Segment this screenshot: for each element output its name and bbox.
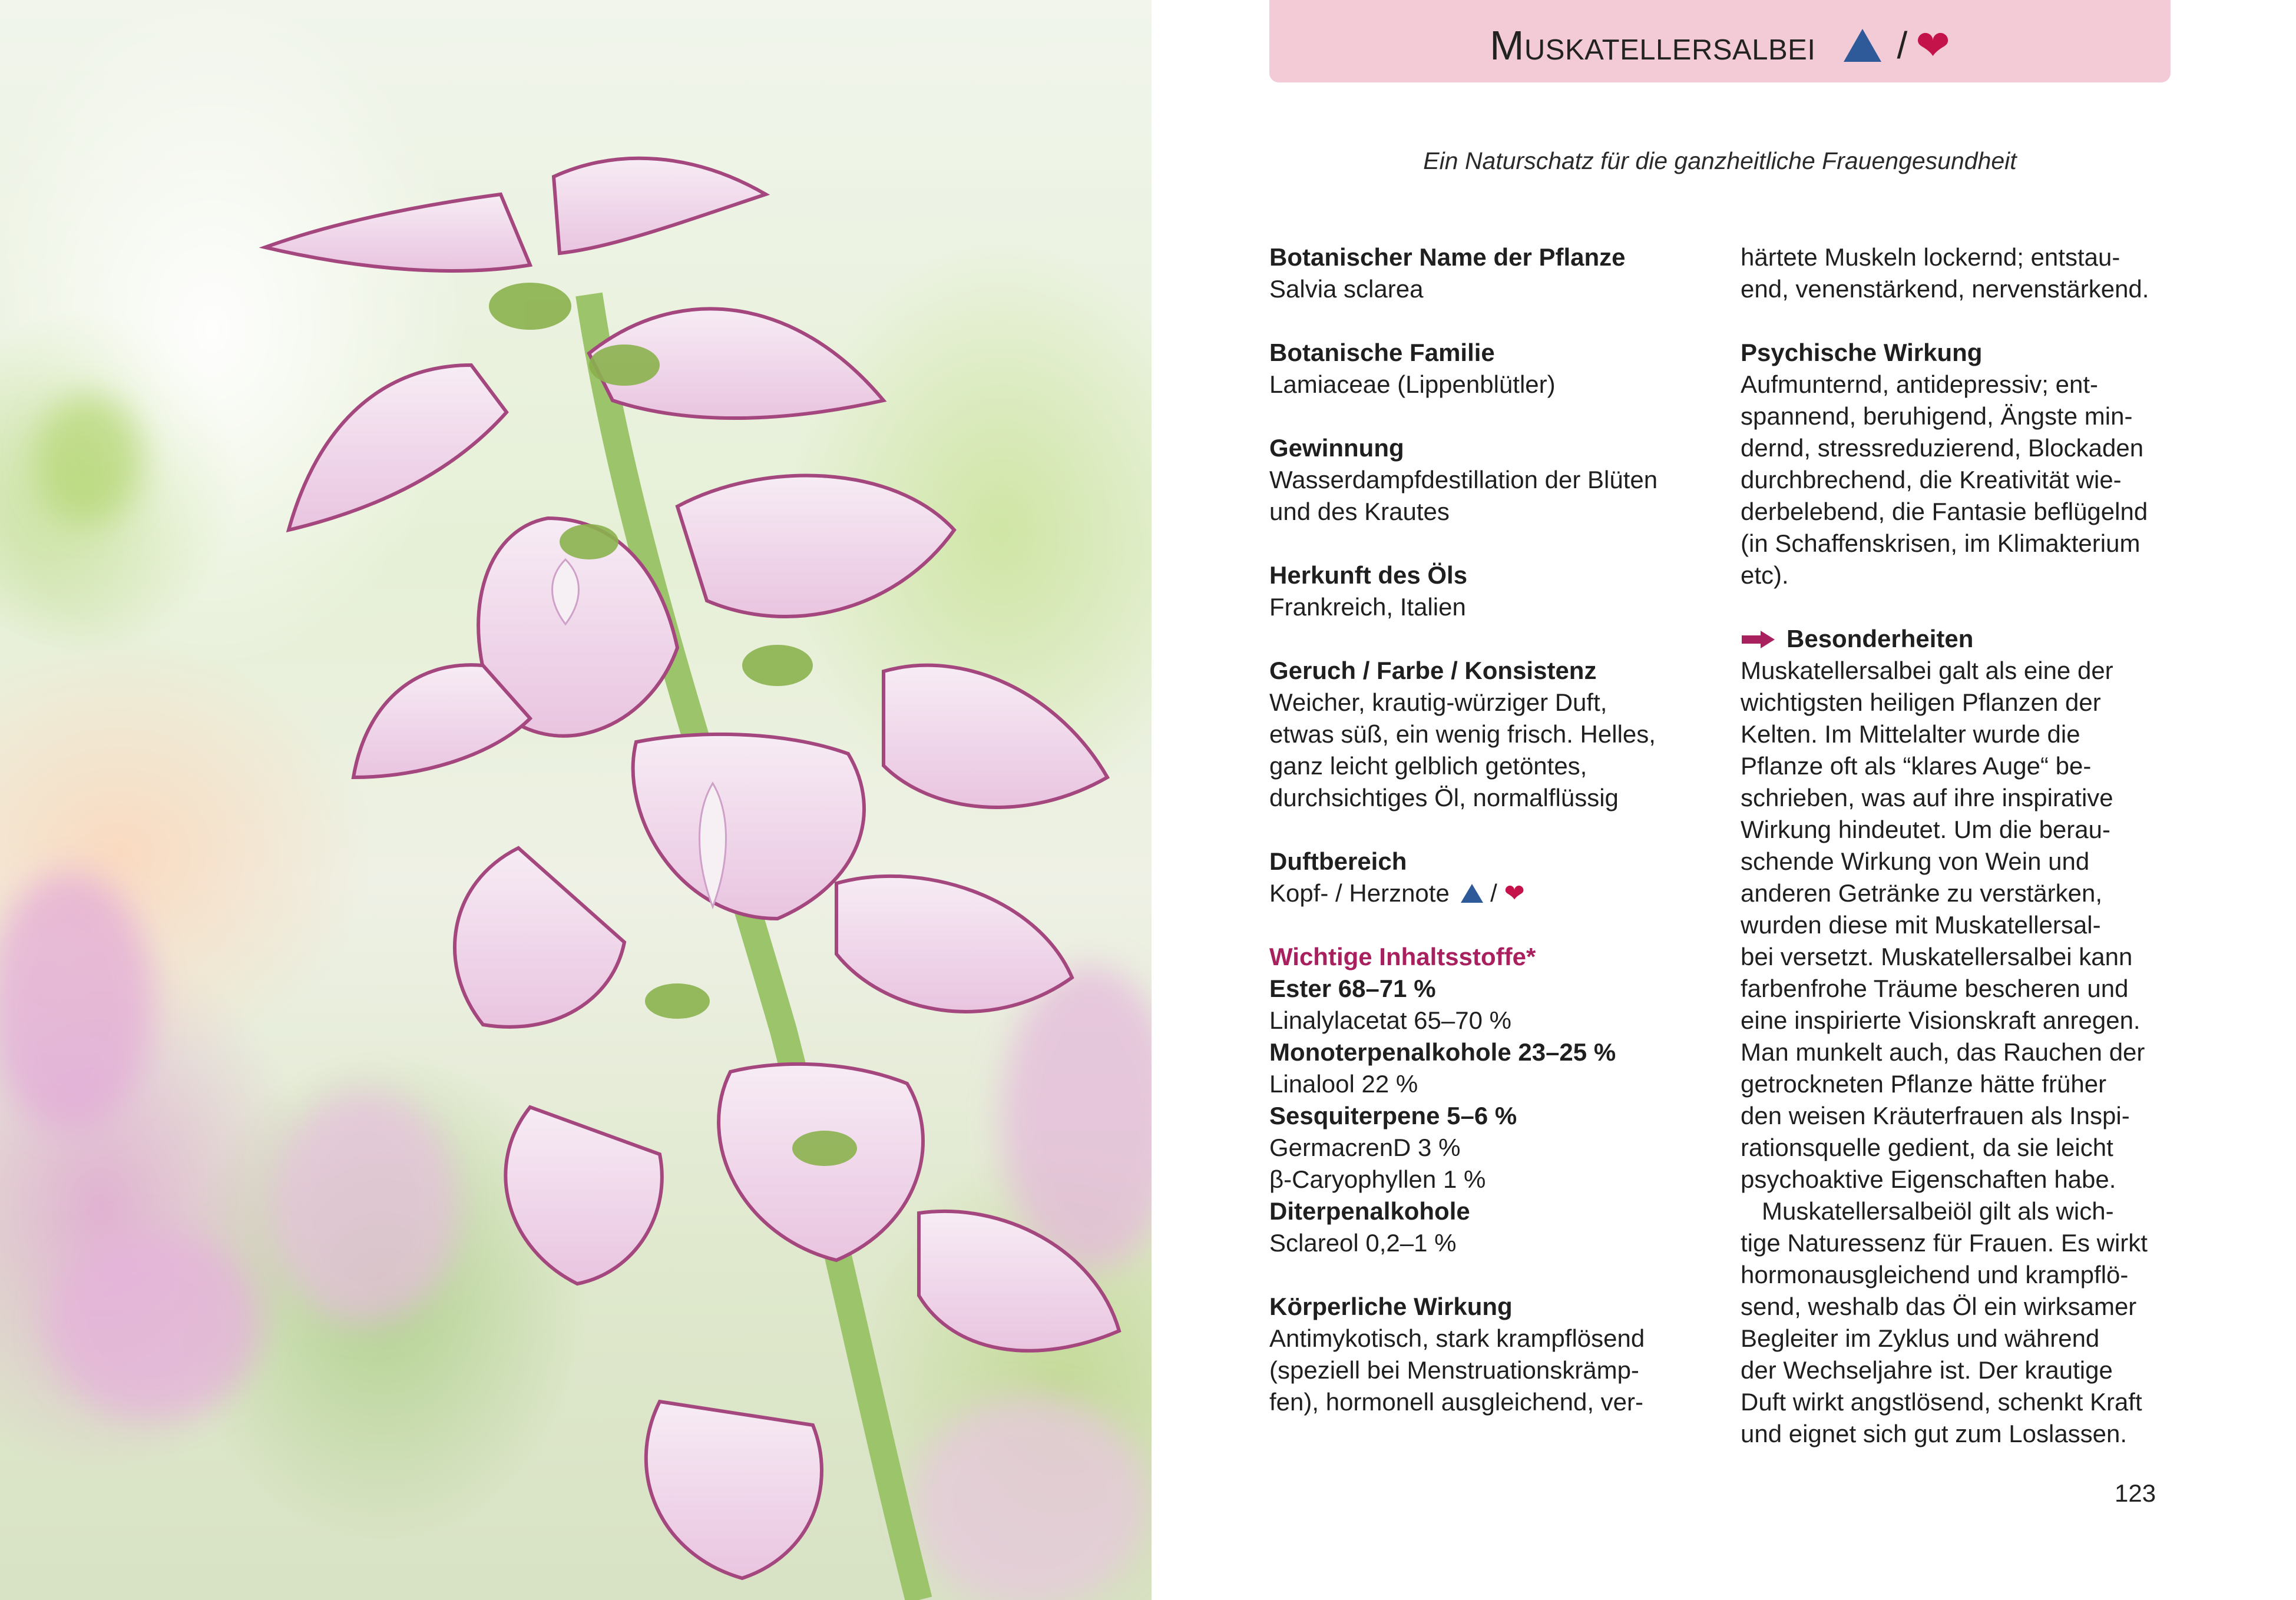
section-line: wichtigsten heiligen Pflanzen der [1741, 688, 2101, 716]
ingredient-item: GermacrenD 3 % [1269, 1134, 1461, 1161]
scent-line [1269, 877, 1717, 909]
heart-icon: ❤ [1915, 22, 1950, 68]
section-extraction [1269, 432, 1717, 528]
section-line: den weisen Kräuterfrauen als Inspi- [1741, 1102, 2130, 1129]
section-line: spannend, beruhigend, Ängste min- [1741, 402, 2133, 430]
scent-separator: / [1490, 879, 1497, 907]
page-title: Muskatellersalbei [1490, 22, 1816, 68]
section-line: Antimykotisch, stark krampflösend [1269, 1324, 1645, 1352]
section-line: bei versetzt. Muskatellersalbei kann [1741, 943, 2133, 970]
section-line: derbelebend, die Fantasie beflügelnd [1741, 498, 2148, 525]
section-line: getrockneten Pflanze hätte früher [1741, 1070, 2107, 1098]
section-line: Weicher, krautig-würziger Duft, [1269, 688, 1607, 716]
section-line: Wirkung hindeutet. Um die berau- [1741, 816, 2110, 843]
section-line: dernd, stressreduzierend, Blockaden [1741, 434, 2144, 462]
section-heading: Psychische Wirkung [1741, 339, 1983, 366]
page-number: 123 [2115, 1479, 2156, 1507]
title-bar [1269, 0, 2171, 82]
section-line: Muskatellersalbei galt als eine der [1741, 657, 2113, 684]
section-heading: Wichtige Inhaltsstoffe* [1269, 943, 1536, 970]
section-line: Aufmunternd, antidepressiv; ent- [1741, 370, 2098, 398]
section-line: etwas süß, ein wenig frisch. Helles, [1269, 720, 1656, 748]
section-line: (speziell bei Menstruationskrämp- [1269, 1356, 1639, 1384]
section-value: Salvia sclarea [1269, 275, 1424, 303]
section-line: Wasserdampfdestillation der Blüten [1269, 466, 1658, 493]
ingredient-item: Linalool 22 % [1269, 1070, 1418, 1098]
ingredient-item: Linalylacetat 65–70 % [1269, 1006, 1511, 1034]
section-line: Muskatellersalbeiöl gilt als wich- [1762, 1197, 2114, 1225]
section-line: Man munkelt auch, das Rauchen der [1741, 1038, 2145, 1066]
section-heading: Duftbereich [1269, 847, 1407, 875]
section-psych [1741, 337, 2173, 591]
scent-value: Kopf- / Herznote [1269, 879, 1450, 907]
section-line: eine inspirierte Visionskraft anregen. [1741, 1006, 2140, 1034]
title-row [1269, 22, 2171, 68]
section-smell [1269, 655, 1717, 814]
section-line: schrieben, was auf ihre inspirative [1741, 784, 2113, 811]
section-line: schende Wirkung von Wein und [1741, 847, 2090, 875]
section-line: (in Schaffenskrisen, im Klimakterium [1741, 529, 2140, 557]
title-separator: / [1897, 24, 1908, 67]
section-family [1269, 337, 1717, 400]
left-column [1269, 241, 1717, 1450]
section-heading: Körperliche Wirkung [1269, 1293, 1513, 1320]
section-special [1741, 623, 2173, 1450]
section-line: Pflanze oft als “klares Auge“ be- [1741, 752, 2092, 780]
section-body-effect-cont [1741, 241, 2173, 305]
subtitle: Ein Naturschatz für die ganzheitliche Frauengesundheit [1423, 147, 2017, 174]
section-ingredients [1269, 941, 1717, 1259]
section-heading: Besonderheiten [1786, 625, 1974, 652]
section-line: etc). [1741, 561, 1789, 589]
section-line: und eignet sich gut zum Loslassen. [1741, 1420, 2128, 1447]
section-heading: Geruch / Farbe / Konsistenz [1269, 657, 1597, 684]
section-line: wurden diese mit Muskatellersal- [1741, 911, 2101, 939]
section-line: psychoaktive Eigenschaften habe. [1741, 1165, 2116, 1193]
section-line: tige Naturessenz für Frauen. Es wirkt [1741, 1229, 2148, 1257]
section-value: Frankreich, Italien [1269, 593, 1466, 621]
section-heading-row [1741, 623, 2173, 655]
section-origin [1269, 559, 1717, 623]
section-line: rationsquelle gedient, da sie leicht [1741, 1134, 2113, 1161]
section-line: ganz leicht gelblich getöntes, [1269, 752, 1587, 780]
section-line: send, weshalb das Öl ein wirksamer [1741, 1293, 2137, 1320]
section-value: Lamiaceae (Lippenblütler) [1269, 370, 1556, 398]
ingredient-item: Sclareol 0,2–1 % [1269, 1229, 1457, 1257]
section-line: fen), hormonell ausgleichend, ver- [1269, 1388, 1644, 1416]
triangle-icon [1461, 884, 1483, 903]
section-heading: Botanische Familie [1269, 339, 1495, 366]
section-line: end, venenstärkend, nervenstärkend. [1741, 275, 2149, 303]
ingredient-group: Sesquiterpene 5–6 % [1269, 1102, 1517, 1129]
section-line: härtete Muskeln lockernd; entstau- [1741, 243, 2120, 271]
section-line: anderen Getränke zu verstärken, [1741, 879, 2103, 907]
triangle-icon [1844, 29, 1881, 62]
section-heading: Gewinnung [1269, 434, 1404, 462]
ingredient-group: Monoterpenalkohole 23–25 % [1269, 1038, 1616, 1066]
section-line: durchsichtiges Öl, normalflüssig [1269, 784, 1619, 811]
ingredient-item: β-Caryophyllen 1 % [1269, 1165, 1486, 1193]
section-line: der Wechseljahre ist. Der krautige [1741, 1356, 2113, 1384]
right-column [1741, 241, 2173, 1450]
section-line: durchbrechend, die Kreativität wie- [1741, 466, 2122, 493]
section-body-effect [1269, 1291, 1717, 1418]
section-heading: Herkunft des Öls [1269, 561, 1468, 589]
section-botanical-name [1269, 241, 1717, 305]
ingredient-group: Diterpenalkohole [1269, 1197, 1470, 1225]
heart-icon: ❤ [1504, 879, 1525, 907]
section-scent [1269, 846, 1717, 909]
section-line: und des Krautes [1269, 498, 1450, 525]
section-line: Duft wirkt angstlösend, schenkt Kraft [1741, 1388, 2142, 1416]
section-line: hormonausgleichend und krampflö- [1741, 1261, 2129, 1288]
section-heading: Botanischer Name der Pflanze [1269, 243, 1626, 271]
arrow-right-icon [1741, 630, 1776, 649]
section-line: Begleiter im Zyklus und während [1741, 1324, 2100, 1352]
ingredient-group: Ester 68–71 % [1269, 975, 1436, 1002]
section-line: farbenfrohe Träume bescheren und [1741, 975, 2129, 1002]
section-line: Kelten. Im Mittelalter wurde die [1741, 720, 2080, 748]
